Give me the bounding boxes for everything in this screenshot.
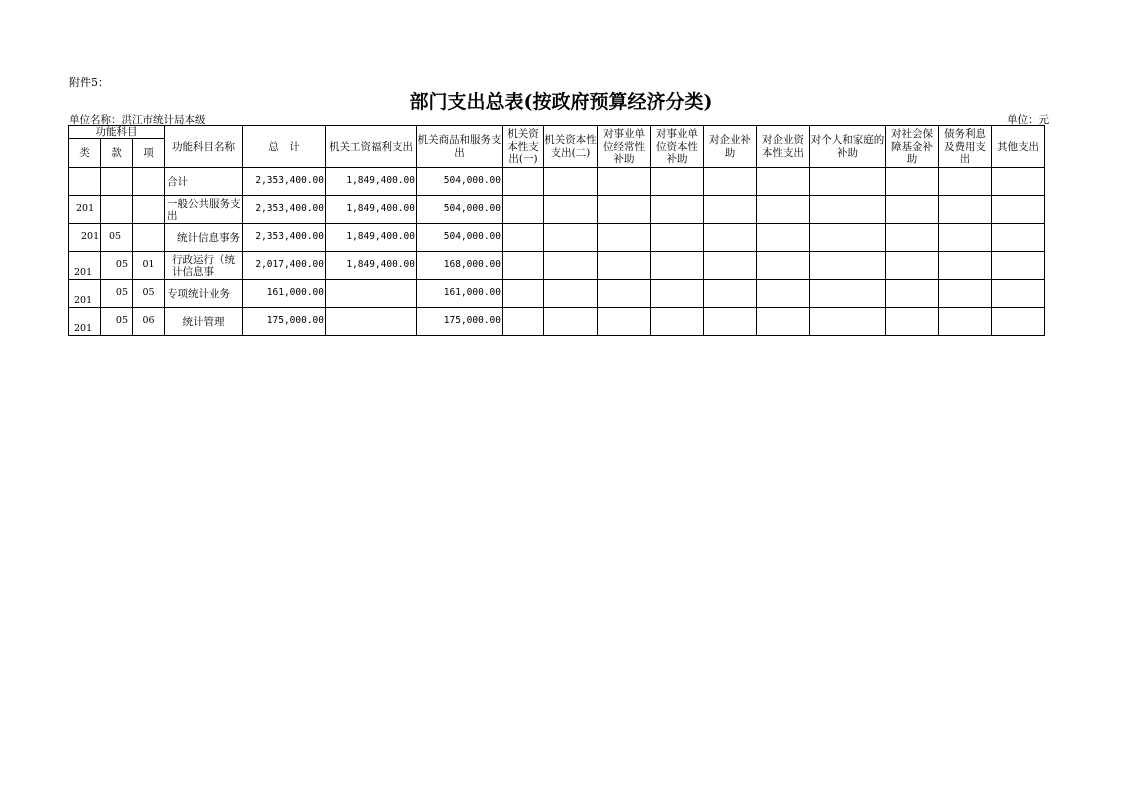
cell-lei: 201 [69, 280, 101, 308]
table-row [69, 252, 1045, 280]
header-func-name: 功能科目名称 [165, 126, 243, 168]
cell-goods-services: 504,000.00 [417, 196, 503, 224]
cell-func-name: 行政运行（统计信息事 [165, 252, 243, 280]
cell-xiang: 06 [133, 308, 165, 336]
cell-wage-welfare: 1,849,400.00 [326, 252, 417, 280]
header-inst-capital-subsidy: 对事业单位资本性补助 [651, 126, 704, 168]
cell-lei: 201 [69, 196, 101, 224]
cell-lei: 201 [69, 252, 101, 280]
cell-total: 2,353,400.00 [243, 168, 326, 196]
cell-goods-services: 168,000.00 [417, 252, 503, 280]
cell-lei: 201 [69, 224, 101, 252]
header-enterprise-capital: 对企业资本性支出 [757, 126, 810, 168]
header-goods-services: 机关商品和服务支出 [417, 126, 503, 168]
cell-wage-welfare: 1,849,400.00 [326, 168, 417, 196]
header-xiang: 项 [133, 139, 165, 168]
cell-xiang [133, 196, 165, 224]
cell-func-name: 统计信息事务 [165, 224, 243, 252]
header-debt-interest: 债务利息及费用支出 [939, 126, 992, 168]
header-household-subsidy: 对个人和家庭的补助 [810, 126, 886, 168]
header-inst-regular-subsidy: 对事业单位经常性补助 [598, 126, 651, 168]
cell-wage-welfare: 1,849,400.00 [326, 224, 417, 252]
cell-kuan: 05 [101, 280, 133, 308]
cell-xiang: 01 [133, 252, 165, 280]
cell-xiang: 05 [133, 280, 165, 308]
header-total: 总 计 [243, 126, 326, 168]
cell-wage-welfare [326, 280, 417, 308]
unit-name-label: 单位名称：洪江市统计局本级 [69, 114, 206, 126]
header-enterprise-subsidy: 对企业补助 [704, 126, 757, 168]
cell-goods-services: 504,000.00 [417, 168, 503, 196]
cell-kuan: 05 [101, 224, 133, 252]
header-social-security-fund: 对社会保障基金补助 [886, 126, 939, 168]
cell-wage-welfare [326, 308, 417, 336]
header-capital-1: 机关资本性支出(一) [503, 126, 544, 168]
cell-kuan: 05 [101, 308, 133, 336]
cell-kuan [101, 168, 133, 196]
table-row [69, 280, 1045, 308]
cell-lei: 201 [69, 308, 101, 336]
cell-func-name: 专项统计业务 [165, 280, 243, 308]
header-other: 其他支出 [992, 126, 1045, 168]
cell-total: 2,353,400.00 [243, 224, 326, 252]
table-row [69, 308, 1045, 336]
cell-func-name: 一般公共服务支出 [165, 196, 243, 224]
currency-unit-label: 单位：元 [1007, 114, 1049, 126]
header-kuan: 款 [101, 139, 133, 168]
cell-func-name: 统计管理 [165, 308, 243, 336]
cell-kuan [101, 196, 133, 224]
header-capital-2: 机关资本性支出(二) [544, 126, 598, 168]
cell-goods-services: 161,000.00 [417, 280, 503, 308]
header-func-group: 功能科目 [69, 126, 165, 139]
attachment-label: 附件5： [69, 76, 109, 89]
table-row [69, 224, 1045, 252]
table-row [69, 168, 1045, 196]
cell-total: 2,353,400.00 [243, 196, 326, 224]
header-wage-welfare: 机关工资福利支出 [326, 126, 417, 168]
cell-goods-services: 504,000.00 [417, 224, 503, 252]
cell-func-name: 合计 [165, 168, 243, 196]
cell-total: 175,000.00 [243, 308, 326, 336]
header-lei: 类 [69, 139, 101, 168]
cell-xiang [133, 224, 165, 252]
cell-lei [69, 168, 101, 196]
cell-kuan: 05 [101, 252, 133, 280]
cell-goods-services: 175,000.00 [417, 308, 503, 336]
table-row [69, 196, 1045, 224]
cell-xiang [133, 168, 165, 196]
cell-wage-welfare: 1,849,400.00 [326, 196, 417, 224]
page-title: 部门支出总表(按政府预算经济分类) [409, 91, 713, 113]
cell-total: 2,017,400.00 [243, 252, 326, 280]
cell-total: 161,000.00 [243, 280, 326, 308]
expenditure-table [68, 125, 1045, 336]
